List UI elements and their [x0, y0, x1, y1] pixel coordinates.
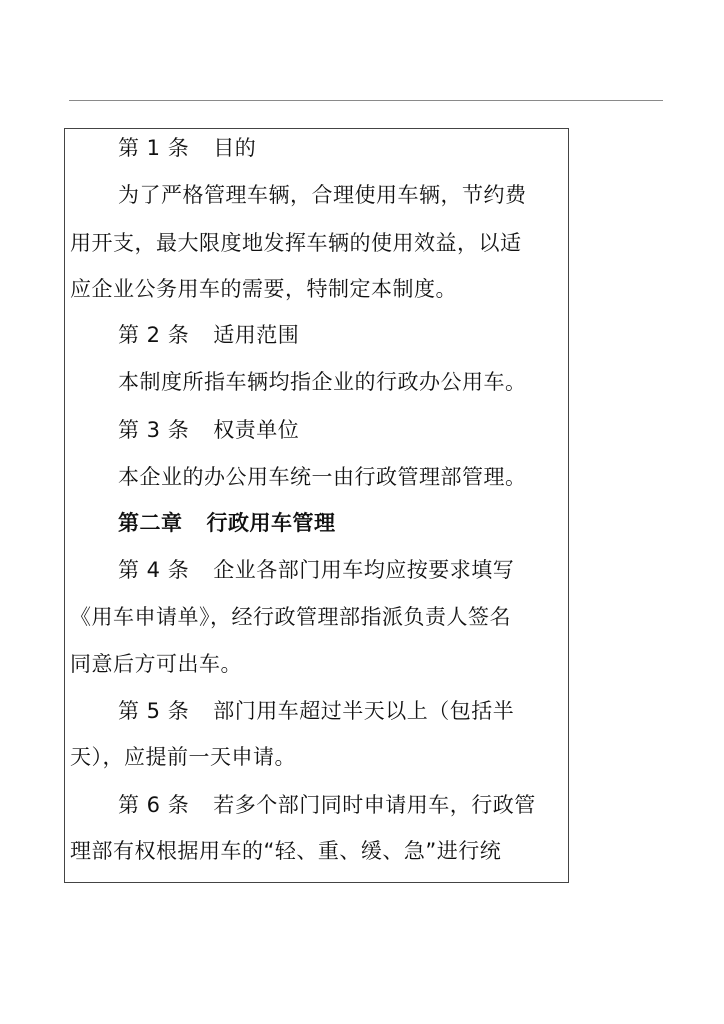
article-title: 权责单位	[213, 418, 300, 442]
paragraph-line: 本企业的办公用车统一由行政管理部管理。	[118, 465, 527, 489]
chapter-number: 第二章	[118, 511, 183, 535]
article-text: 企业各部门用车均应按要求填写	[213, 558, 515, 582]
paragraph-line: 理部有权根据用车的“轻、重、缓、急”进行统	[70, 839, 502, 863]
article-number: 第 6 条	[118, 793, 190, 817]
paragraph-line: 本制度所指车辆均指企业的行政办公用车。	[118, 370, 527, 394]
header-rule	[69, 100, 663, 101]
paragraph-line: 天），应提前一天申请。	[70, 745, 296, 769]
article-number: 第 3 条	[118, 418, 190, 442]
article-4-heading	[118, 556, 565, 584]
paragraph-line: 应企业公务用车的需要，特制定本制度。	[70, 277, 457, 301]
chapter-title: 行政用车管理	[206, 511, 336, 535]
paragraph-line: 为了严格管理车辆，合理使用车辆，节约费	[118, 183, 527, 207]
article-number: 第 1 条	[118, 136, 190, 160]
paragraph-line: 同意后方可出车。	[70, 652, 242, 676]
paragraph-line: 《用车申请单》，经行政管理部指派负责人签名	[70, 605, 511, 629]
article-number: 第 4 条	[118, 558, 190, 582]
article-title: 目的	[213, 136, 257, 160]
article-2-heading	[118, 321, 565, 349]
paragraph-line: 用开支，最大限度地发挥车辆的使用效益，以适	[70, 231, 522, 255]
article-number: 第 2 条	[118, 323, 190, 347]
article-6-heading	[118, 791, 565, 819]
article-number: 第 5 条	[118, 699, 190, 723]
article-text: 部门用车超过半天以上（包括半	[213, 699, 515, 723]
article-1-heading	[118, 134, 565, 162]
article-text: 若多个部门同时申请用车，行政管	[213, 793, 536, 817]
article-3-heading	[118, 416, 565, 444]
chapter-2-heading	[118, 509, 565, 537]
article-title: 适用范围	[213, 323, 300, 347]
article-5-heading	[118, 697, 565, 725]
